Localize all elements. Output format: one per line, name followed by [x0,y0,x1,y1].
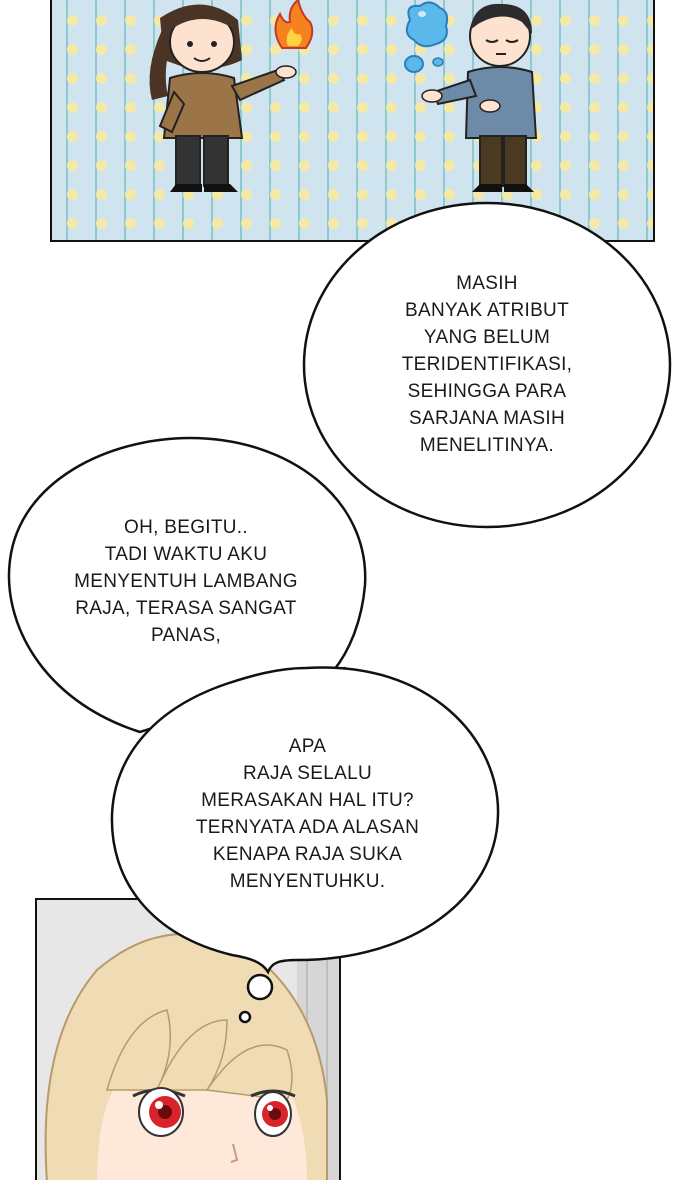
speech-bubble-2-text: OH, BEGITU.. TADI WAKTU AKU MENYENTUH LAMBANG RAJA, TERASA SANGAT PANAS, [74,517,298,646]
thought-bubble-large [248,975,272,999]
speech-bubble-3-text: APA RAJA SELALU MERASAKAN HAL ITU? TERNYATA ADA ALASAN KENAPA RAJA SUKA MENYENTUHKU. [195,736,420,892]
thought-bubble-small [240,1012,250,1022]
speech-bubble-1-text: MASIH BANYAK ATRIBUT YANG BELUM TERIDENTIFIKASI, SEHINGGA PARA SARJANA MASIH MENELITINYA. [401,273,573,456]
